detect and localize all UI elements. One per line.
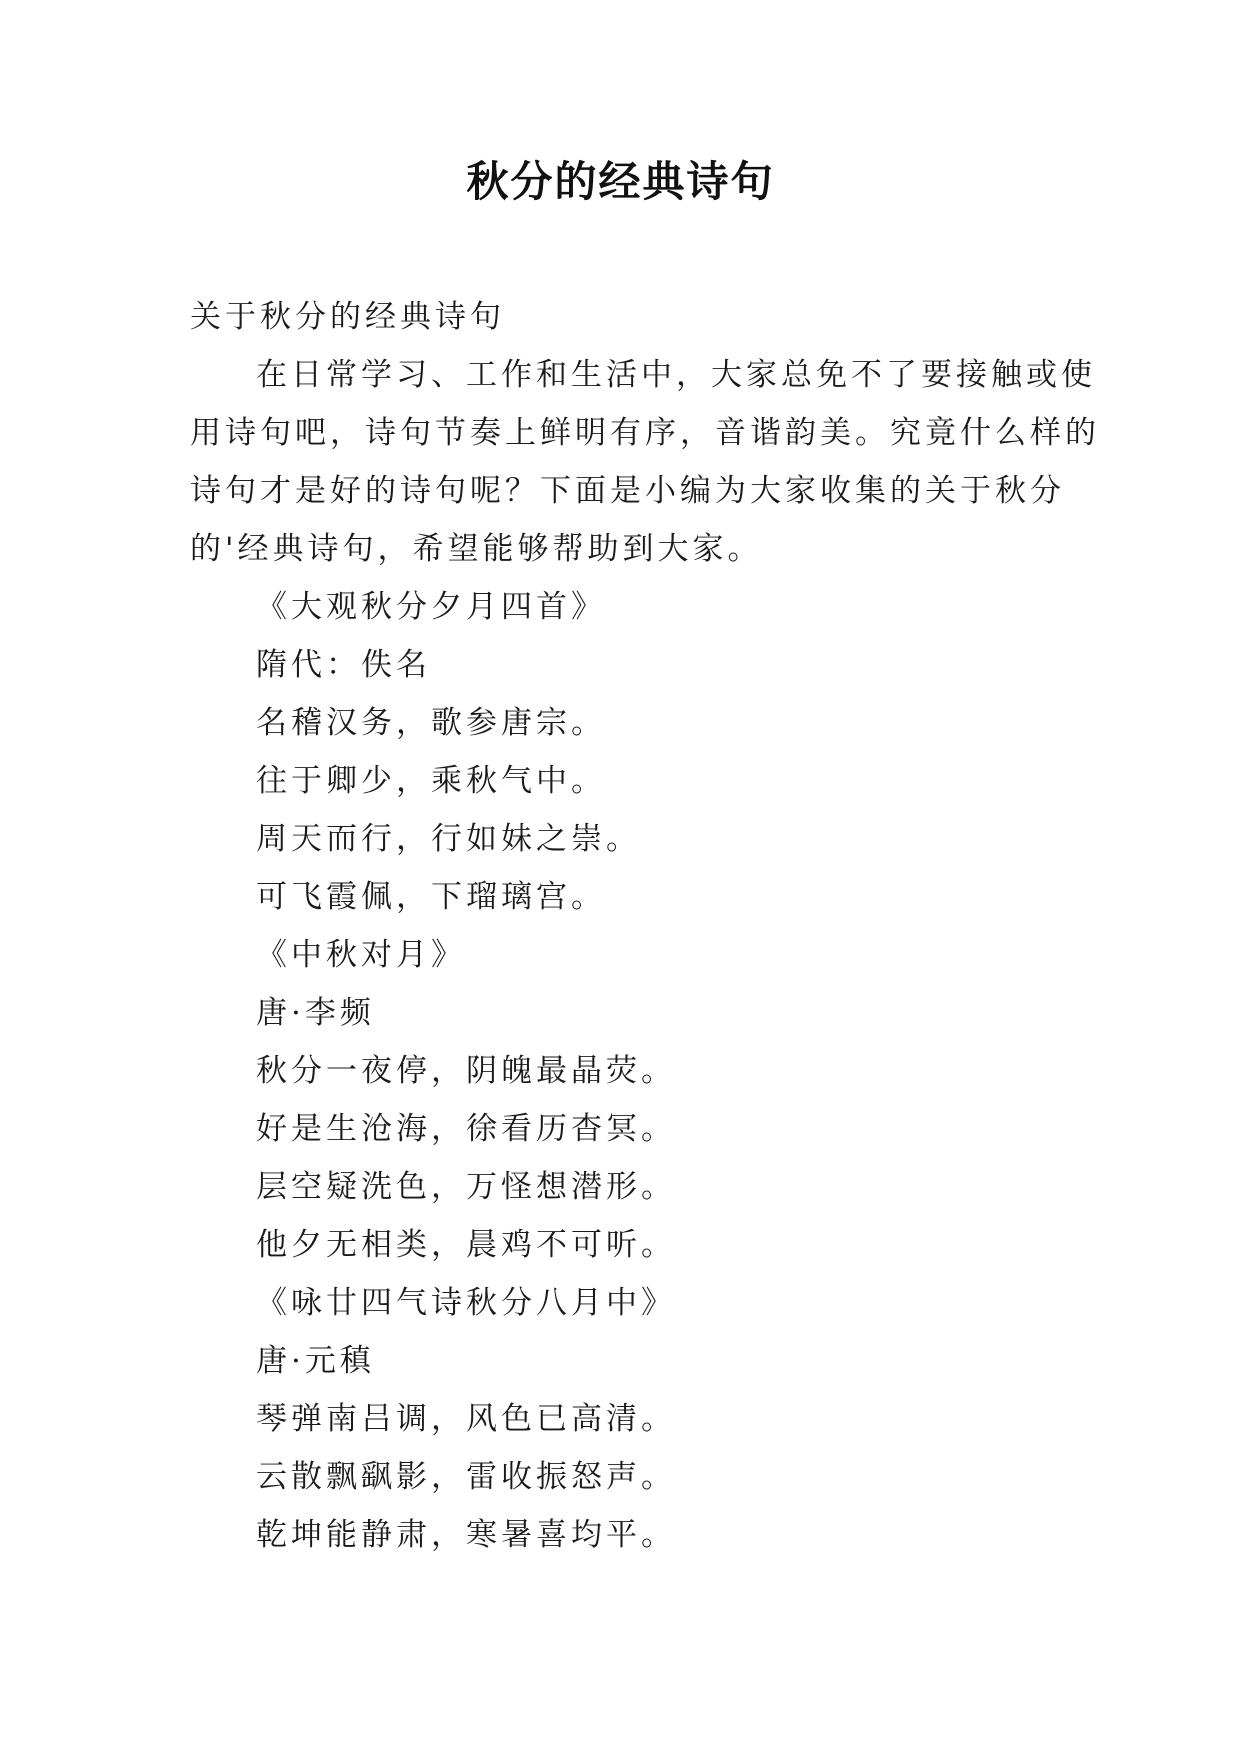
poem-2-author: 唐·李频 [256, 995, 375, 1031]
poem-1-line-2: 往于卿少，乘秋气中。 [256, 763, 606, 799]
poem-1-author: 隋代：佚名 [256, 647, 431, 683]
poem-3-title: 《咏廿四气诗秋分八月中》 [256, 1285, 676, 1321]
subtitle: 关于秋分的经典诗句 [190, 299, 505, 335]
document-title: 秋分的经典诗句 [466, 157, 775, 206]
poem-1-line-3: 周天而行，行如妹之崇。 [256, 821, 641, 857]
poem-2-line-4: 他夕无相类，晨鸡不可听。 [256, 1227, 676, 1263]
intro-line-1: 在日常学习、工作和生活中，大家总免不了要接触或使 [256, 357, 1096, 393]
poem-3-line-2: 云散飘飖影，雷收振怒声。 [256, 1459, 676, 1495]
poem-1-line-4: 可飞霞佩，下瑠璃宫。 [256, 879, 606, 915]
document-body [190, 288, 1100, 1564]
intro-line-3: 诗句才是好的诗句呢？下面是小编为大家收集的关于秋分 [190, 473, 1065, 509]
intro-line-2: 用诗句吧，诗句节奏上鲜明有序，音谐韵美。究竟什么样的 [190, 415, 1100, 451]
poem-3-line-3: 乾坤能静肃，寒暑喜均平。 [256, 1517, 676, 1553]
intro-line-4: 的'经典诗句，希望能够帮助到大家。 [190, 531, 763, 567]
poem-2-title: 《中秋对月》 [256, 937, 466, 973]
poem-3-author: 唐·元稹 [256, 1343, 375, 1379]
poem-2-line-2: 好是生沧海，徐看历杳冥。 [256, 1111, 676, 1147]
poem-2-line-3: 层空疑洗色，万怪想潜形。 [256, 1169, 676, 1205]
poem-2-line-1: 秋分一夜停，阴魄最晶荧。 [256, 1053, 676, 1089]
poem-3-line-1: 琴弹南吕调，风色已高清。 [256, 1401, 676, 1437]
poem-1-line-1: 名稽汉务，歌参唐宗。 [256, 705, 606, 741]
poem-1-title: 《大观秋分夕月四首》 [256, 589, 606, 625]
